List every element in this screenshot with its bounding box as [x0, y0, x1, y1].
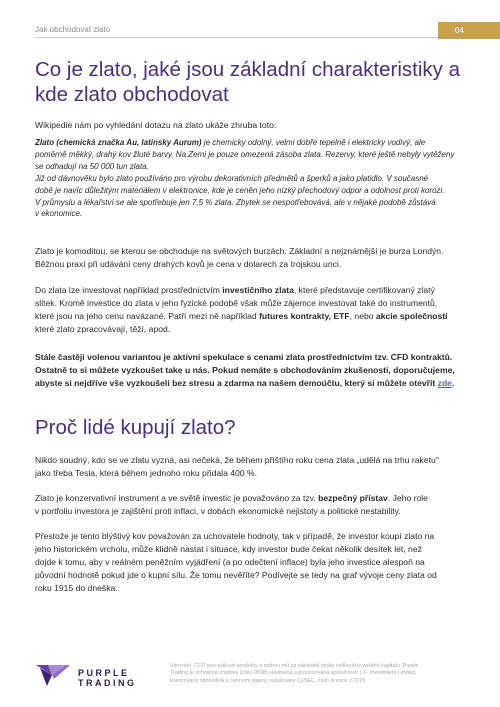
intro-text: Wikipedie nám po vyhledání dotazu na zlato ukáže zhruba toto: — [35, 120, 277, 130]
quote-line-1 — [35, 137, 465, 148]
cfd-paragraph — [35, 351, 467, 390]
cfd-line-1: Stále častěji volenou variantou je aktivní spekulace s cenami zlata prostřednictvím tzv. CFD kontraktů. — [35, 352, 453, 362]
safe-haven-term: bezpečný přístav — [318, 493, 388, 503]
disclaimer-line: licencovaný obchodník s cennými papíry, regulovaný CySEC, číslo licence 271/15. — [170, 677, 367, 684]
page-number-badge: 04 — [438, 22, 500, 39]
invest-text: které jsou na jeho cenu navázané. Patří mezi ně například — [35, 311, 260, 321]
conservative-line-1 — [35, 492, 467, 505]
why-line-1: Nikdo soudný, kdo se ve zlatu vyzná, asi nečeká, že během příštího roku cena zlata „udělá na trhu raketu" — [35, 455, 439, 465]
why-line-2: jako třeba Tesla, která během jednoho roku přidala 400 %. — [35, 468, 257, 478]
commodity-line-1: Zlato je komoditou, se kterou se obchoduje na světových burzách. Základní a nejznámější je burza Londýn. — [35, 246, 444, 256]
header-divider — [35, 37, 438, 38]
why-paragraph — [35, 454, 467, 480]
wikipedia-quote — [35, 137, 465, 220]
brand-name-line-1: PURPLE — [78, 668, 130, 678]
quote-term: Zlato (chemická značka Au, latinsky Aurum) — [35, 138, 202, 147]
conservative-paragraph — [35, 492, 467, 518]
invest-paragraph — [35, 284, 467, 336]
quote-line-3: se odhadují na 50 000 tun zlata. — [35, 161, 149, 171]
invest-text: Do zlata lze investovat například prostřednictvím — [35, 285, 223, 295]
invest-line-4: které zlato zpracovávají, těží, apod. — [35, 324, 171, 334]
purple-trading-logo-icon — [36, 665, 72, 687]
investment-gold-term: investičního zlata — [222, 285, 294, 295]
conservative-text: Zlato je konzervativní instrument a ve světě investic je považováno za tzv. — [35, 493, 319, 503]
demo-account-link[interactable]: zde — [437, 378, 452, 388]
conservative-text: . Jeho role — [387, 493, 428, 503]
quote-line-4: Již od dávnověku bylo zlato používáno pro výrobu dekorativních předmětů a šperků a jako platidlo. V současné — [35, 173, 429, 183]
intro-paragraph — [35, 119, 467, 132]
quote-line-6: V průmyslu a lékařství se ale spotřebuje jen 7,5 % zlata. Zbytek se nespotřebovává, ale v nějaké podobě zůstává — [35, 197, 436, 207]
brand-wordmark — [78, 668, 137, 688]
futures-etf-term: futures kontrakty, ETF — [259, 311, 350, 321]
section-heading: Proč lidé kupují zlato? — [35, 416, 236, 439]
cfd-text: abyste si nejdříve vše vyzkoušeli bez stresu a zdarma na našem demoúčtu, který si můžete otevřít — [35, 378, 438, 388]
commodity-line-2: Běžnou praxí při udávání ceny drahých kovů je cena v dolarech za trojskou unci. — [35, 259, 342, 269]
cfd-line-2: Ostatně to si můžete vyzkoušet take u nás. Pokud nemáte s obchodováním zkušenosti, doporučujeme, — [35, 365, 455, 375]
company-shares-term: akcie společností — [375, 311, 448, 321]
history-line-5: roku 1915 do dneška. — [35, 583, 118, 593]
risk-disclaimer — [170, 663, 470, 685]
disclaimer-line: Trading je ochranná známka (číslo 0598) vlastněná a provozovaná společností L.F. Investment Limited, — [170, 670, 417, 677]
cfd-text: . — [451, 378, 455, 388]
invest-line-3 — [35, 310, 467, 323]
quote-line-2: poměrně měkký, drahý kov žluté barvy. Na Zemi je pouze omezená zásoba zlata. Rezervy, které ještě nebyly vytěženy — [35, 149, 455, 159]
brand-name-line-2: TRADING — [78, 678, 137, 688]
invest-line-2: slitek. Kromě investice do zlata v jeho fyzické podobě však může zájemce investovat také do instrumentů, — [35, 298, 438, 308]
disclaimer-line: Varování: CFD jsou pákové produkty a mohou mít za následek ztrátu veškerého vašeho kapitálu. Purple — [170, 663, 419, 669]
history-line-1: Přestože je tento blýštivý kov považován za uchovatele hodnoty, tak v případě, že investor koupí zlato na — [35, 531, 435, 541]
history-paragraph — [35, 530, 467, 595]
header-title: Jak obchodovat zlato — [35, 25, 111, 34]
commodity-paragraph — [35, 245, 467, 271]
quote-line-1-rest: je chemicky odolný, velmi dobře tepelně i elektricky vodivý, ale — [201, 138, 426, 147]
invest-text: , které představuje certifikovaný zlatý — [293, 285, 435, 295]
invest-line-1 — [35, 284, 467, 297]
history-line-2: jeho historickém vrcholu, může klidně nastat i situace, kdy investor bude čekat několik desítek let, než — [35, 544, 422, 554]
history-line-3: dojde k tomu, aby v reálném peněžním vyjádření (a po odečtení inflace) byla jeho investice alespoň na — [35, 557, 425, 567]
invest-text: , nebo — [349, 311, 376, 321]
conservative-line-2: v portfoliu investora je zajištění proti inflaci, v dobách ekonomické nejistoty a politické nestability. — [35, 506, 401, 516]
quote-line-7: v ekonomice. — [35, 209, 83, 219]
page-title: Co je zlato, jaké jsou základní charakteristiky a kde zlato obchodovat — [35, 58, 461, 106]
history-line-4: původní hodnotě pokud jde o kupní sílu. Že tomu nevěříte? Podívejte se tedy na graf vývoje ceny zlata od — [35, 570, 437, 580]
cfd-line-3 — [35, 377, 467, 390]
quote-line-5: době je navíc důležitým materiálem v elektronice, kde je ceněn jeho nízký přechodový odpor a odolnost proti korozi. — [35, 185, 445, 195]
